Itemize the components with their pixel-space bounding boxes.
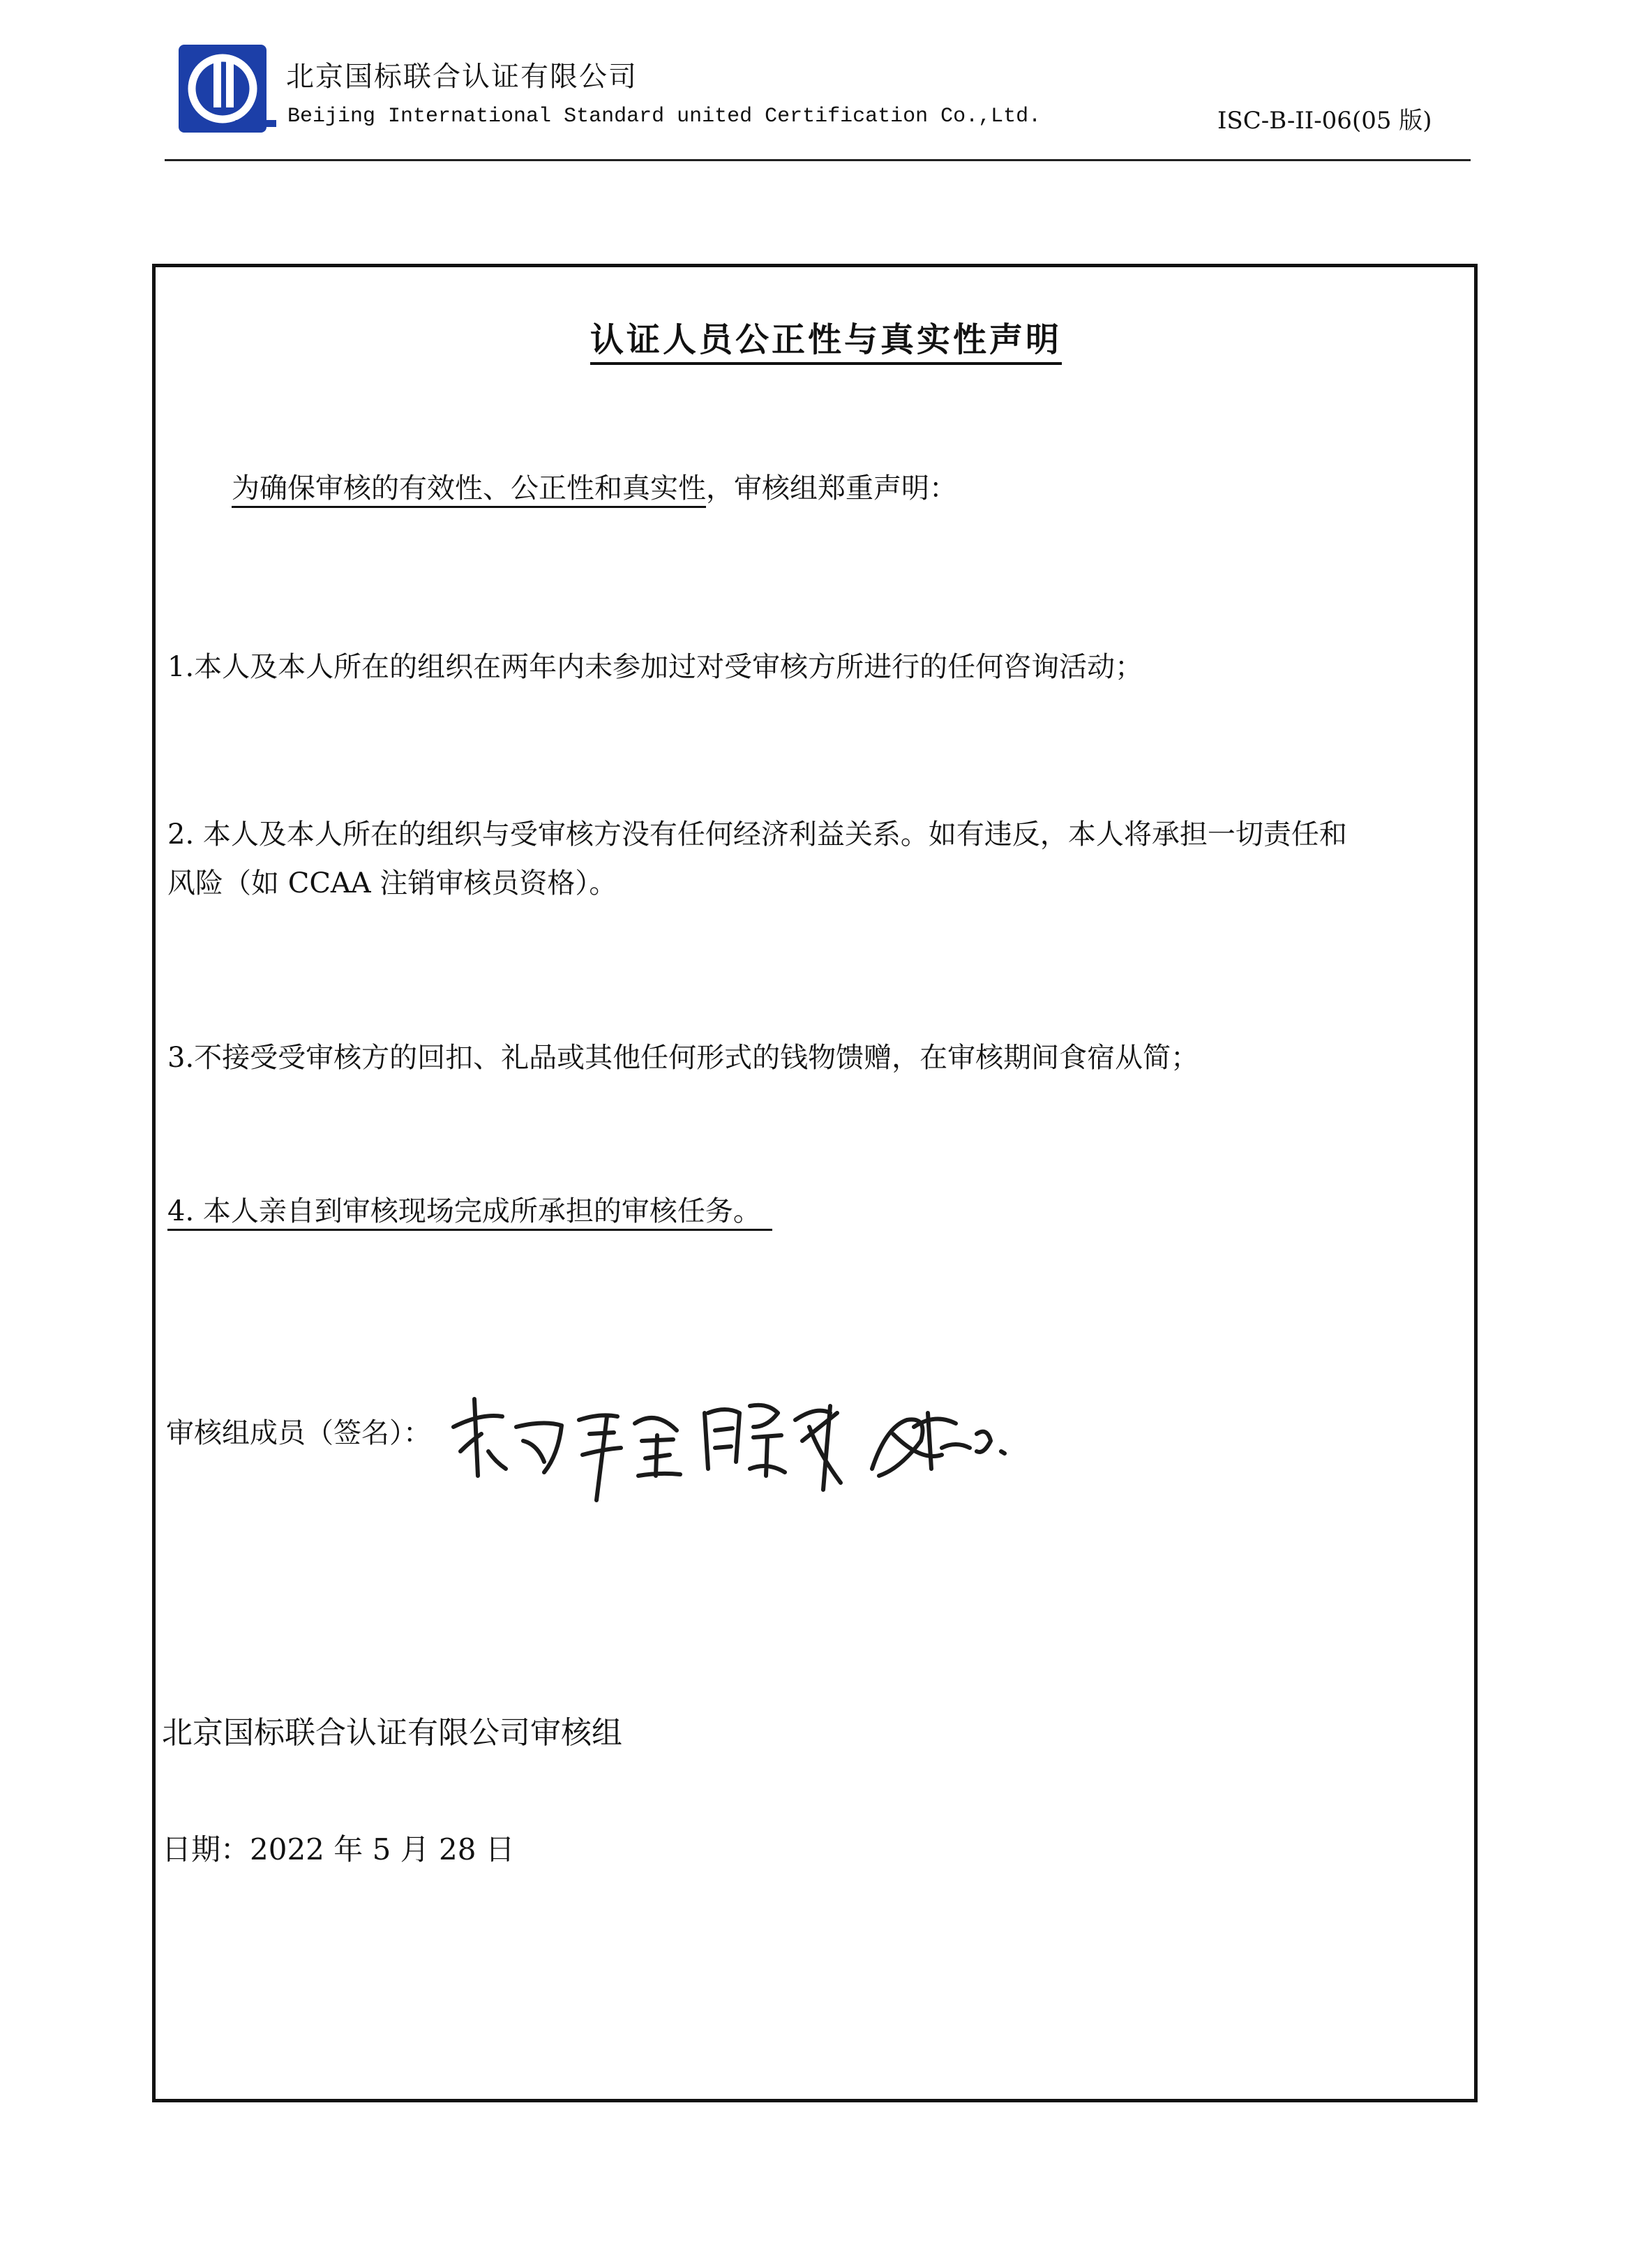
statement-date: 日期：2022 年 5 月 28 日 [162,1832,515,1867]
statement-item-2-line-1: 2. 本人及本人所在的组织与受审核方没有任何经济利益关系。如有违反，本人将承担一切责任和 [167,818,1347,851]
company-name-cn: 北京国标联合认证有限公司 [286,61,638,93]
statement-item-2-line-2: 风险（如 CCAA 注销审核员资格）。 [167,867,617,899]
intro-underlined-text: 为确保审核的有效性、公正性和真实性 [232,472,706,508]
company-logo-icon [176,42,280,147]
statement-item-4-text: 4. 本人亲自到审核现场完成所承担的审核任务。 [167,1195,772,1231]
intro-rest-text: ，审核组郑重声明： [706,472,957,504]
signature-2 [705,1405,841,1490]
audit-team-name: 北京国标联合认证有限公司审核组 [162,1715,622,1751]
handwritten-signatures [440,1385,1019,1511]
signature-1 [453,1399,680,1500]
document-title-text: 认证人员公正性与真实性声明 [590,320,1062,365]
company-name-en: Beijing International Standard united Certification Co.,Ltd. [287,105,1042,128]
document-code: ISC-B-II-06(05 版) [1217,107,1432,135]
statement-item-3: 3.不接受受审核方的回扣、礼品或其他任何形式的钱物馈赠，在审核期间食宿从简； [167,1042,1199,1074]
signature-3 [872,1413,1005,1476]
statement-item-1: 1.本人及本人所在的组织在两年内未参加过对受审核方所进行的任何咨询活动； [167,651,1143,683]
intro-paragraph [232,463,957,514]
statement-item-4 [167,1186,772,1236]
audit-members-label: 审核组成员（签名）： [166,1417,431,1449]
document-title [0,313,1652,361]
header-divider [165,159,1471,161]
